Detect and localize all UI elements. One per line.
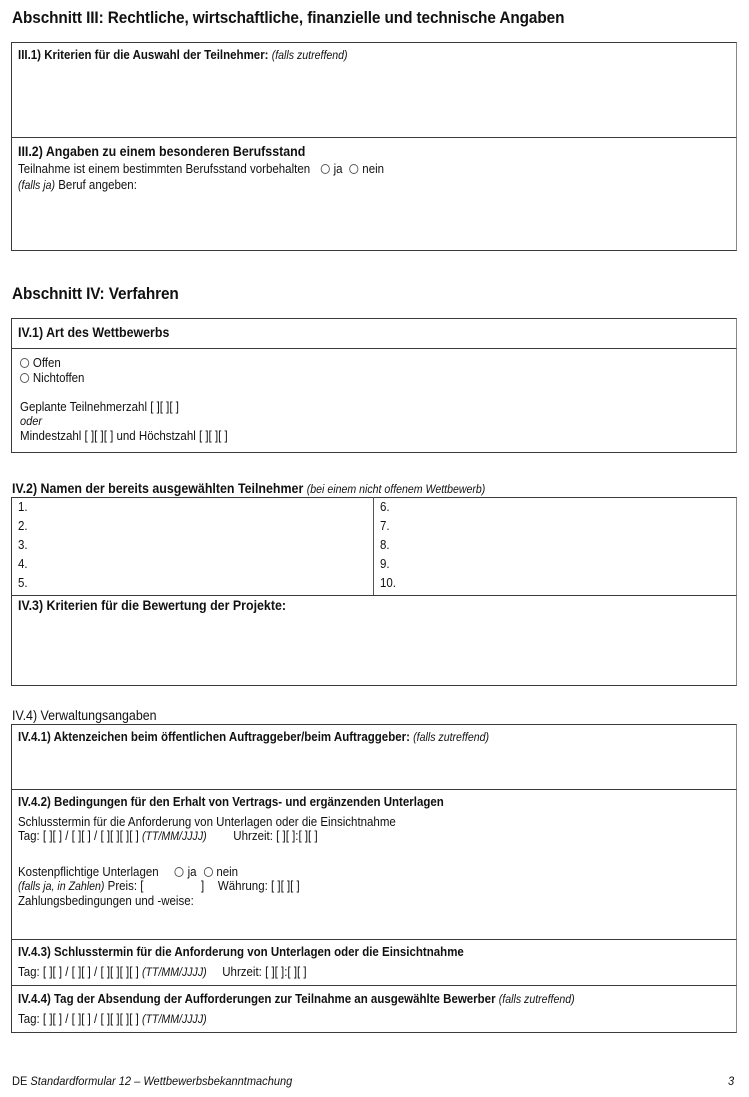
iv2-heading	[12, 481, 485, 496]
iv41-note: (falls zutreffend)	[413, 732, 489, 744]
iv42-paid-yes-radio[interactable]	[175, 865, 197, 879]
iv2-entry-9[interactable]: 9.	[380, 557, 390, 571]
iv42-paid-row	[18, 865, 238, 879]
iv43-date-field[interactable]: Tag: [ ][ ] / [ ][ ] / [ ][ ][ ][ ]	[18, 965, 139, 979]
iv43-time-field[interactable]: Uhrzeit: [ ][ ]:[ ][ ]	[222, 965, 307, 979]
iv42-paid-yes-label: ja	[187, 865, 197, 879]
iii2-no-radio[interactable]	[349, 162, 384, 176]
iv1-option-open-label: Offen	[32, 356, 61, 370]
iv2-note: (bei einem nicht offenem Wettbewerb)	[306, 484, 486, 496]
iv43-date-format: (TT/MM/JJJJ)	[141, 967, 207, 979]
iv43-date-row	[18, 965, 307, 979]
iv2-entry-6[interactable]: 6.	[380, 500, 390, 514]
iv44-date-field[interactable]: Tag: [ ][ ] / [ ][ ] / [ ][ ][ ][ ]	[18, 1012, 139, 1026]
iv2-label: IV.2) Namen der bereits ausgewählten Teilnehmer	[12, 481, 304, 496]
iii2-yes-radio[interactable]	[321, 162, 343, 176]
iv41-heading	[18, 730, 489, 744]
section-4-title: Abschnitt IV: Verfahren	[12, 285, 179, 303]
iv44-heading	[18, 992, 575, 1006]
iv1-min-max-field[interactable]: Mindestzahl [ ][ ][ ] und Höchstzahl [ ][ ][ ]	[20, 429, 228, 443]
iv44-date-format: (TT/MM/JJJJ)	[141, 1014, 207, 1026]
iv42-heading: IV.4.2) Bedingungen für den Erhalt von Vertrags- und ergänzenden Unterlagen	[18, 795, 444, 809]
iv42-price-field[interactable]: Preis: [ ]	[107, 879, 205, 893]
iv41-label: IV.4.1) Aktenzeichen beim öffentlichen Auftraggeber/beim Auftraggeber:	[18, 730, 410, 744]
iv42-date-row	[18, 829, 318, 843]
iv42-paid-no-label: nein	[216, 865, 239, 879]
iv1-option-open[interactable]	[20, 356, 61, 370]
iv2-entry-4[interactable]: 4.	[18, 557, 28, 571]
iv42-currency-field[interactable]: Währung: [ ][ ][ ]	[217, 879, 300, 893]
iv1-option-restricted-label: Nichtoffen	[32, 371, 85, 385]
radio-circle-icon	[175, 867, 184, 877]
iv2-entry-5[interactable]: 5.	[18, 576, 28, 590]
iv44-date-row	[18, 1012, 207, 1026]
iv2-entry-8[interactable]: 8.	[380, 538, 390, 552]
page-number: 3	[728, 1074, 735, 1088]
iii1-heading	[18, 48, 348, 62]
radio-circle-icon	[20, 373, 29, 383]
iii2-no-label: nein	[362, 162, 385, 176]
iv1-option-restricted[interactable]	[20, 371, 84, 385]
iii2-yes-label: ja	[333, 162, 343, 176]
footer-form-name: Standardformular 12 – Wettbewerbsbekanntmachung	[30, 1074, 293, 1088]
iv42-time-field[interactable]: Uhrzeit: [ ][ ]:[ ][ ]	[233, 829, 318, 843]
iv2-entry-10[interactable]: 10.	[380, 576, 396, 590]
iv1-planned-field[interactable]: Geplante Teilnehmerzahl [ ][ ][ ]	[20, 400, 179, 414]
iv2-table	[11, 497, 737, 596]
iv4-heading: IV.4) Verwaltungsangaben	[12, 708, 157, 723]
iv1-or: oder	[20, 414, 43, 428]
iv2-entry-1[interactable]: 1.	[18, 500, 28, 514]
iv2-entry-7[interactable]: 7.	[380, 519, 390, 533]
footer-lang: DE	[12, 1074, 28, 1088]
iii2-question-row	[18, 162, 384, 176]
iv2-entry-3[interactable]: 3.	[18, 538, 28, 552]
iv43-heading: IV.4.3) Schlusstermin für die Anforderung von Unterlagen oder die Einsichtnahme	[18, 945, 464, 959]
iv42-price-row	[18, 879, 300, 893]
iv44-label: IV.4.4) Tag der Absendung der Aufforderungen zur Teilnahme an ausgewählte Bewerber	[18, 992, 496, 1006]
footer	[12, 1074, 292, 1088]
iii1-note: (falls zutreffend)	[271, 50, 348, 62]
iii2-heading: III.2) Angaben zu einem besonderen Berufsstand	[18, 144, 306, 159]
iv42-paid-no-radio[interactable]	[203, 865, 238, 879]
iv42-payment-label[interactable]: Zahlungsbedingungen und -weise:	[18, 894, 194, 908]
iii2-question: Teilnahme ist einem bestimmten Berufsstand vorbehalten	[18, 162, 311, 176]
iv42-deadline-label: Schlusstermin für die Anforderung von Unterlagen oder die Einsichtnahme	[18, 815, 396, 829]
iv42-paid-label: Kostenpflichtige Unterlagen	[18, 865, 159, 879]
section-3-title: Abschnitt III: Rechtliche, wirtschaftliche, finanzielle und technische Angaben	[12, 9, 565, 27]
iv44-note: (falls zutreffend)	[498, 994, 575, 1006]
iii2-follow-row[interactable]	[18, 178, 137, 192]
radio-circle-icon	[349, 164, 358, 174]
iv42-price-note: (falls ja, in Zahlen)	[18, 881, 105, 893]
iii2-follow-label: Beruf angeben:	[58, 178, 137, 192]
iv2-entry-2[interactable]: 2.	[18, 519, 28, 533]
radio-circle-icon	[321, 164, 330, 174]
iv42-date-format: (TT/MM/JJJJ)	[141, 831, 207, 843]
iv2-column-divider	[373, 497, 374, 596]
iv1-heading: IV.1) Art des Wettbewerbs	[18, 325, 170, 340]
iii2-follow-note: (falls ja)	[18, 180, 56, 192]
iii1-label: III.1) Kriterien für die Auswahl der Teilnehmer:	[18, 48, 269, 62]
radio-circle-icon	[203, 867, 212, 877]
radio-circle-icon	[20, 358, 29, 368]
iv42-date-field[interactable]: Tag: [ ][ ] / [ ][ ] / [ ][ ][ ][ ]	[18, 829, 139, 843]
iv3-heading: IV.3) Kriterien für die Bewertung der Projekte:	[18, 598, 287, 613]
